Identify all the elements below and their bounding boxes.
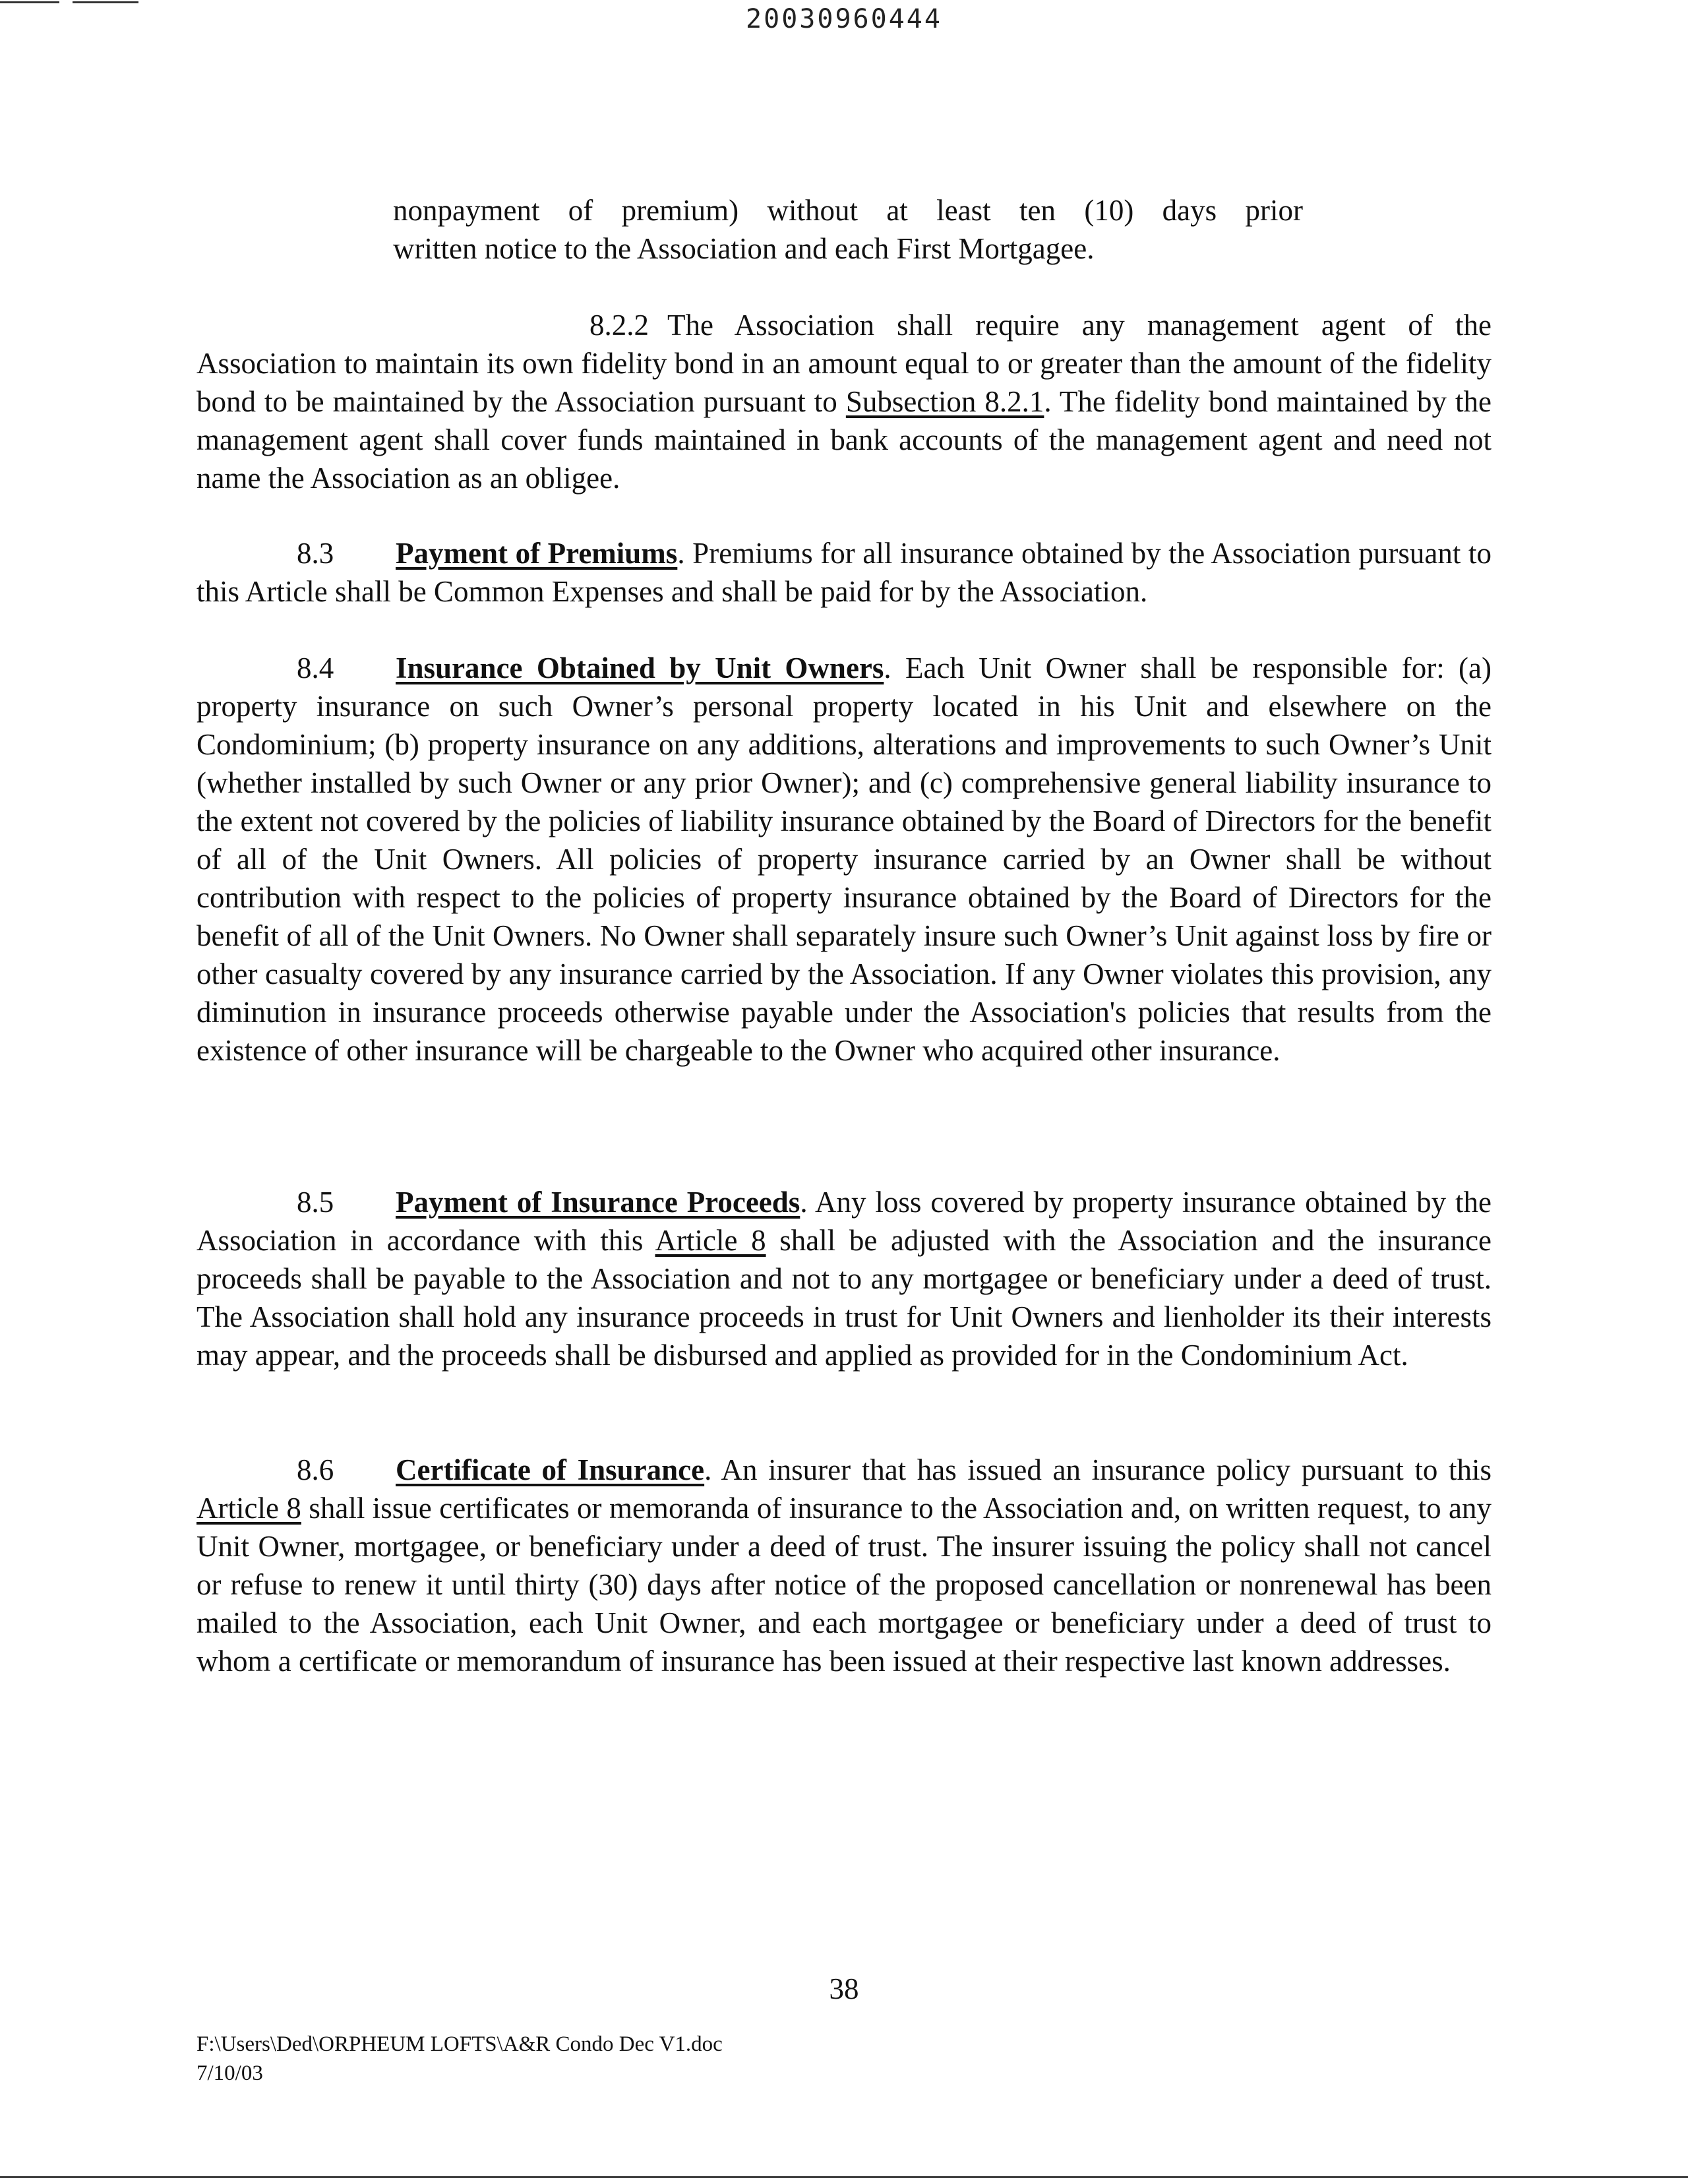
section-number: 8.5 bbox=[297, 1186, 334, 1219]
section-heading: Insurance Obtained by Unit Owners bbox=[396, 652, 884, 684]
scan-mark-left-2 bbox=[73, 1, 138, 3]
section-text-cont: shall issue certificates or memoranda of insurance to the Association and, on written request, to any Unit Owner, mortgagee, or beneficiary under a deed of trust. The insurer issuing the policy shall not cancel or refuse to renew it until thirty (30) days after notice of the proposed cancellation or nonrenewal has been mailed to the Association, each Unit Owner, and each mortgagee or beneficiary under a deed of trust to whom a certificate or memorandum of insurance has been issued at their respective last known addresses. bbox=[196, 1492, 1492, 1678]
section-text: The Association shall require any management agent of the Association to maintain its own fidelity bond in an amount equal to or greater than the amount of the fidelity bond to be maintained by the Association pursuant to bbox=[196, 309, 1492, 418]
section-number: 8.3 bbox=[297, 537, 334, 570]
section-8-5 bbox=[196, 1183, 1492, 1374]
section-text: . Premiums for all insurance obtained by the Association pursuant to this Article shall be Common Expenses and shall be paid for by the Association. bbox=[196, 537, 1492, 608]
section-8-6 bbox=[196, 1451, 1492, 1680]
section-text-cont: . The fidelity bond maintained by the management agent shall cover funds maintained in bank accounts of the management agent and need not name the Association as an obligee. bbox=[196, 385, 1492, 495]
section-number: 8.2.2 bbox=[589, 309, 649, 342]
section-text: . Each Unit Owner shall be responsible for: (a) property insurance on such Owner’s personal property located in his Unit and elsewhere on the Condominium; (b) property insurance on any additions, alterations and improvements to such Owner’s Unit (whether installed by such Owner or any prior Owner); and (c) comprehensive general liability insurance to the extent not covered by the policies of liability insurance obtained by the Board of Directors for the benefit of all of the Unit Owners. All policies of property insurance carried by an Owner shall be without contribution with respect to the policies of property insurance obtained by the Board of Directors for the benefit of all of the Unit Owners. No Owner shall separately insure such Owner’s Unit against loss by fire or other casualty covered by any insurance carried by the Association. If any Owner violates this provision, any diminution in insurance proceeds otherwise payable under the Association's policies that results from the existence of other insurance will be chargeable to the Owner who acquired other insurance. bbox=[196, 652, 1492, 1067]
page-number: 38 bbox=[829, 1972, 859, 2005]
continuation-line-1: nonpayment of premium) without at least ten (10) days prior bbox=[393, 194, 1303, 227]
bottom-rule bbox=[0, 2176, 1688, 2178]
section-text-cont: shall be adjusted with the Association and the insurance proceeds shall be payable to the Association and not to any mortgagee or beneficiary under a deed of trust. The Association shall hold any insurance proceeds in trust for Unit Owners and lienholder its their interests may appear, and the proceeds shall be disbursed and applied as provided for in the Condominium Act. bbox=[196, 1224, 1492, 1372]
section-text: . An insurer that has issued an insurance policy pursuant to this bbox=[704, 1453, 1492, 1486]
continuation-line-2: written notice to the Association and each First Mortgagee. bbox=[393, 232, 1095, 265]
section-number: 8.6 bbox=[297, 1453, 334, 1486]
section-heading: Certificate of Insurance bbox=[396, 1453, 705, 1486]
section-heading: Payment of Premiums bbox=[396, 537, 678, 570]
cross-reference: Article 8 bbox=[655, 1224, 766, 1257]
footer-date: 7/10/03 bbox=[196, 2061, 263, 2085]
cross-reference: Subsection 8.2.1 bbox=[845, 385, 1044, 418]
section-8-2-2 bbox=[196, 306, 1492, 497]
section-8-3 bbox=[196, 534, 1492, 611]
continuation-paragraph bbox=[393, 191, 1303, 268]
document-number: 20030960444 bbox=[746, 4, 942, 34]
section-text: . Any loss covered by property insurance obtained by the Association in accordance with this bbox=[196, 1186, 1492, 1257]
footer-file-path: F:\Users\Ded\ORPHEUM LOFTS\A&R Condo Dec V1.doc bbox=[196, 2032, 723, 2056]
footer bbox=[196, 2030, 723, 2088]
section-heading: Payment of Insurance Proceeds bbox=[396, 1186, 800, 1219]
cross-reference: Article 8 bbox=[196, 1492, 301, 1525]
section-number: 8.4 bbox=[297, 652, 334, 684]
scan-mark-left bbox=[0, 1, 59, 3]
section-8-4 bbox=[196, 649, 1492, 1070]
